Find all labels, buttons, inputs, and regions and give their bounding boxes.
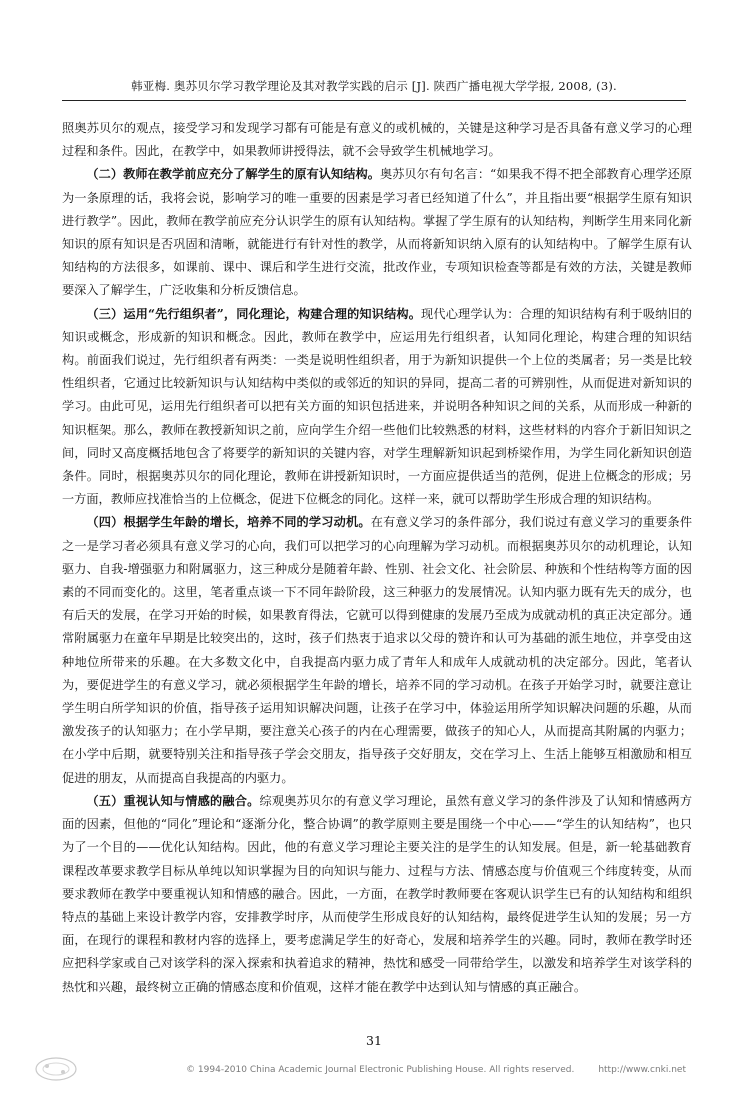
section-five: [62, 790, 692, 999]
section-heading: （五）重视认知与情感的融合。: [86, 793, 260, 808]
section-two: [62, 163, 692, 302]
section-heading: （三）运用“先行组织者”，同化理论，构建合理的知识结构。: [86, 306, 422, 321]
paragraph-text: 奥苏贝尔有句名言：“如果我不得不把全部教育心理学还原为一条原理的话，我将会说，影响学习的唯一重要的因素是学习者已经知道了什么”，并且指出要“根据学生原有知识进行教学”。因此，教师在教学前应充分认识学生的原有认知结构。掌握了学生原有的认知结构，判断学生用来同化新知识的原有知识是否巩固和清晰，就能进行有针对性的教学，从而将新知识纳入原有的认知结构中。了解学生原有认知结构的方法很多，如课前、课中、课后和学生进行交流，批改作业，专项知识检查等都是有效的方法，关键是教师要深入了解学生，广泛收集和分析反馈信息。: [62, 167, 693, 298]
paragraph-text: 现代心理学认为：合理的知识结构有利于吸纳旧的知识或概念，形成新的知识和概念。因此，教师在教学中，应运用先行组织者，认知同化理论，构建合理的知识结构。前面我们说过，先行组织者有两类：一类是说明性组织者，用于为新知识提供一个上位的类属者；另一类是比较性组织者，它通过比较新知识与认知结构中类似的或邻近的知识的异同，提高二者的可辨别性，从而促进对新知识的学习。由此可见，运用先行组织者可以把有关方面的知识包括进来，并说明各种知识之间的关系，从而形成一种新的知识框架。那么，教师在教授新知识之前，应向学生介绍一些他们比较熟悉的材料，这些材料的内容介于新旧知识之间，同时又高度概括地包含了将要学的新知识的关键内容，对学生理解新知识起到桥梁作用，为学生同化新知识创造条件。同时，根据奥苏贝尔的同化理论，教师在讲授新知识时，一方面应提供适当的范例，促进上位概念的形成；另一方面，教师应找准恰当的上位概念，促进下位概念的同化。这样一来，就可以帮助学生形成合理的知识结构。: [62, 306, 692, 507]
copyright-footer: [62, 1065, 686, 1075]
section-heading: （四）根据学生年龄的增长，培养不同的学习动机。: [86, 515, 371, 530]
section-heading: （二）教师在教学前应充分了解学生的原有认知结构。: [86, 167, 380, 182]
paragraph-text: 在有意义学习的条件部分，我们说过有意义学习的重要条件之一是学习者必须具有意义学习的心向，我们可以把学习的心向理解为学习动机。而根据奥苏贝尔的动机理论，认知驱力、自我-增强驱力和附属驱力，这三种成分是随着年龄、性别、社会文化、社会阶层、种族和个性结构等方面的因素的不同而变化的。这里，笔者重点谈一下不同年龄阶段，这三种驱力的发展情况。认知内驱力既有先天的成分，也有后天的发展，在学习开始的时候，如果教育得法，它就可以得到健康的发展乃至成为成就动机的真正决定部分。通常附属驱力在童年早期是比较突出的，这时，孩子们热衷于追求以父母的赞许和认可为基础的派生地位，并享受由这种地位所带来的乐趣。在大多数文化中，自我提高内驱力成了青年人和成年人成就动机的决定部分。因此，笔者认为，要促进学生的有意义学习，就必须根据学生年龄的增长，培养不同的学习动机。在孩子开始学习时，就要注意让学生明白所学知识的价值，指导孩子运用知识解决问题，让孩子在学习中，体验运用所学知识解决问题的乐趣，从而激发孩子的认知驱力；在小学早期，要注意关心孩子的内在心理需要，做孩子的知心人，从而提高其附属的内驱力；在小学中后期，就要特别关注和指导孩子学会交朋友，指导孩子交好朋友，交在学习上、生活上能够互相激励和相互促进的朋友，从而提高自我提高的内驱力。: [62, 515, 693, 785]
header-citation: 韩亚梅. 奥苏贝尔学习教学理论及其对教学实践的启示 [J]. 陕西广播电视大学学报, 2008, (3).: [131, 79, 617, 93]
running-header: [62, 78, 686, 101]
section-three: [62, 303, 692, 512]
section-four: [62, 511, 692, 789]
copyright-text: © 1994-2010 China Academic Journal Electronic Publishing House. All rights reserved.: [186, 1065, 575, 1075]
paragraph-continuation: [62, 117, 692, 163]
paragraph-text: 照奥苏贝尔的观点，接受学习和发现学习都有可能是有意义的或机械的，关键是这种学习是否具备有意义学习的心理过程和条件。因此，在教学中，如果教师讲授得法，就不会导致学生机械地学习。: [62, 121, 692, 159]
footer-url-link[interactable]: http://www.cnki.net: [598, 1065, 686, 1075]
paragraph-text: 综观奥苏贝尔的有意义学习理论，虽然有意义学习的条件涉及了认知和情感两方面的因素，但他的“同化”理论和“逐渐分化，整合协调”的教学原则主要是围绕一个中心——“学生的认知结构”，也只为了一个目的——优化认知结构。因此，他的有意义学习理论主要关注的是学生的认知发展。但是，新一轮基础教育课程改革要求教学目标从单纯以知识掌握为目的向知识与能力、过程与方法、情感态度与价值观三个纬度转变，从而要求教师在教学中要重视认知和情感的融合。因此，一方面，在教学时教师要在客观认识学生已有的认知结构和组织特点的基础上来设计教学内容，安排教学时序，从而使学生形成良好的认知结构，最终促进学生认知的发展；另一方面，在现行的课程和教材内容的选择上，要考虑满足学生的好奇心，发展和培养学生的兴趣。同时，教师在教学时还应把科学家或自己对该学科的深入探索和执着追求的精神，热忱和感受一同带给学生，以激发和培养学生对该学科的热忱和兴趣，最终树立正确的情感态度和价值观，这样才能在教学中达到认知与情感的真正融合。: [62, 793, 693, 994]
article-body: [62, 117, 692, 999]
page-number: 31: [366, 1033, 382, 1048]
